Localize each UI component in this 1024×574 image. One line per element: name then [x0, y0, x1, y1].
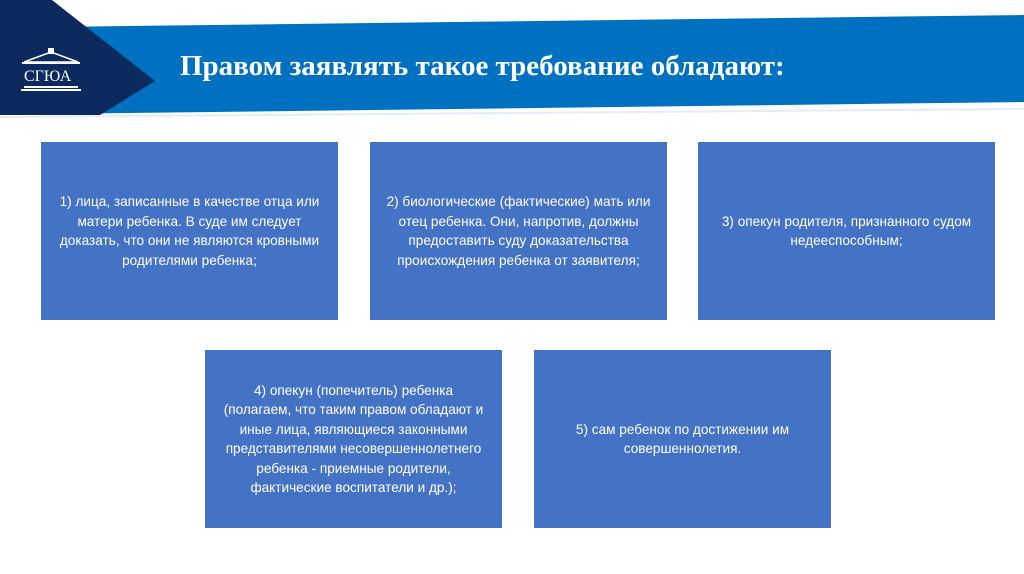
item-box-2 — [370, 142, 667, 320]
item-box-1 — [41, 142, 338, 320]
item-text: 5) сам ребенок по достижении им совершеннолетия. — [575, 421, 790, 456]
item-box-4 — [205, 350, 502, 528]
item-text: 2) биологические (фактические) мать или отец ребенка. Они, напротив, должны предоставить суду доказательства происхождения ребенка от заявителя; — [386, 194, 651, 268]
item-box-3 — [698, 142, 995, 320]
logo-text: СГЮА — [24, 68, 72, 85]
item-text: 3) опекун родителя, признанного судом недееспособным; — [721, 213, 972, 248]
page-title: Правом заявлять такое требование обладают: — [180, 50, 785, 82]
item-text: 4) опекун (попечитель) ребенка (полагаем, что таким правом обладают и иные лица, являющиеся законными представителями несовершеннолетнего ребенка - приемные родители, фактические воспитатели и др.); — [223, 382, 484, 495]
item-text: 1) лица, записанные в качестве отца или матери ребенка. В суде им следует доказать, что они не являются кровными родителями ребенка; — [59, 194, 320, 268]
item-box-5 — [534, 350, 831, 528]
